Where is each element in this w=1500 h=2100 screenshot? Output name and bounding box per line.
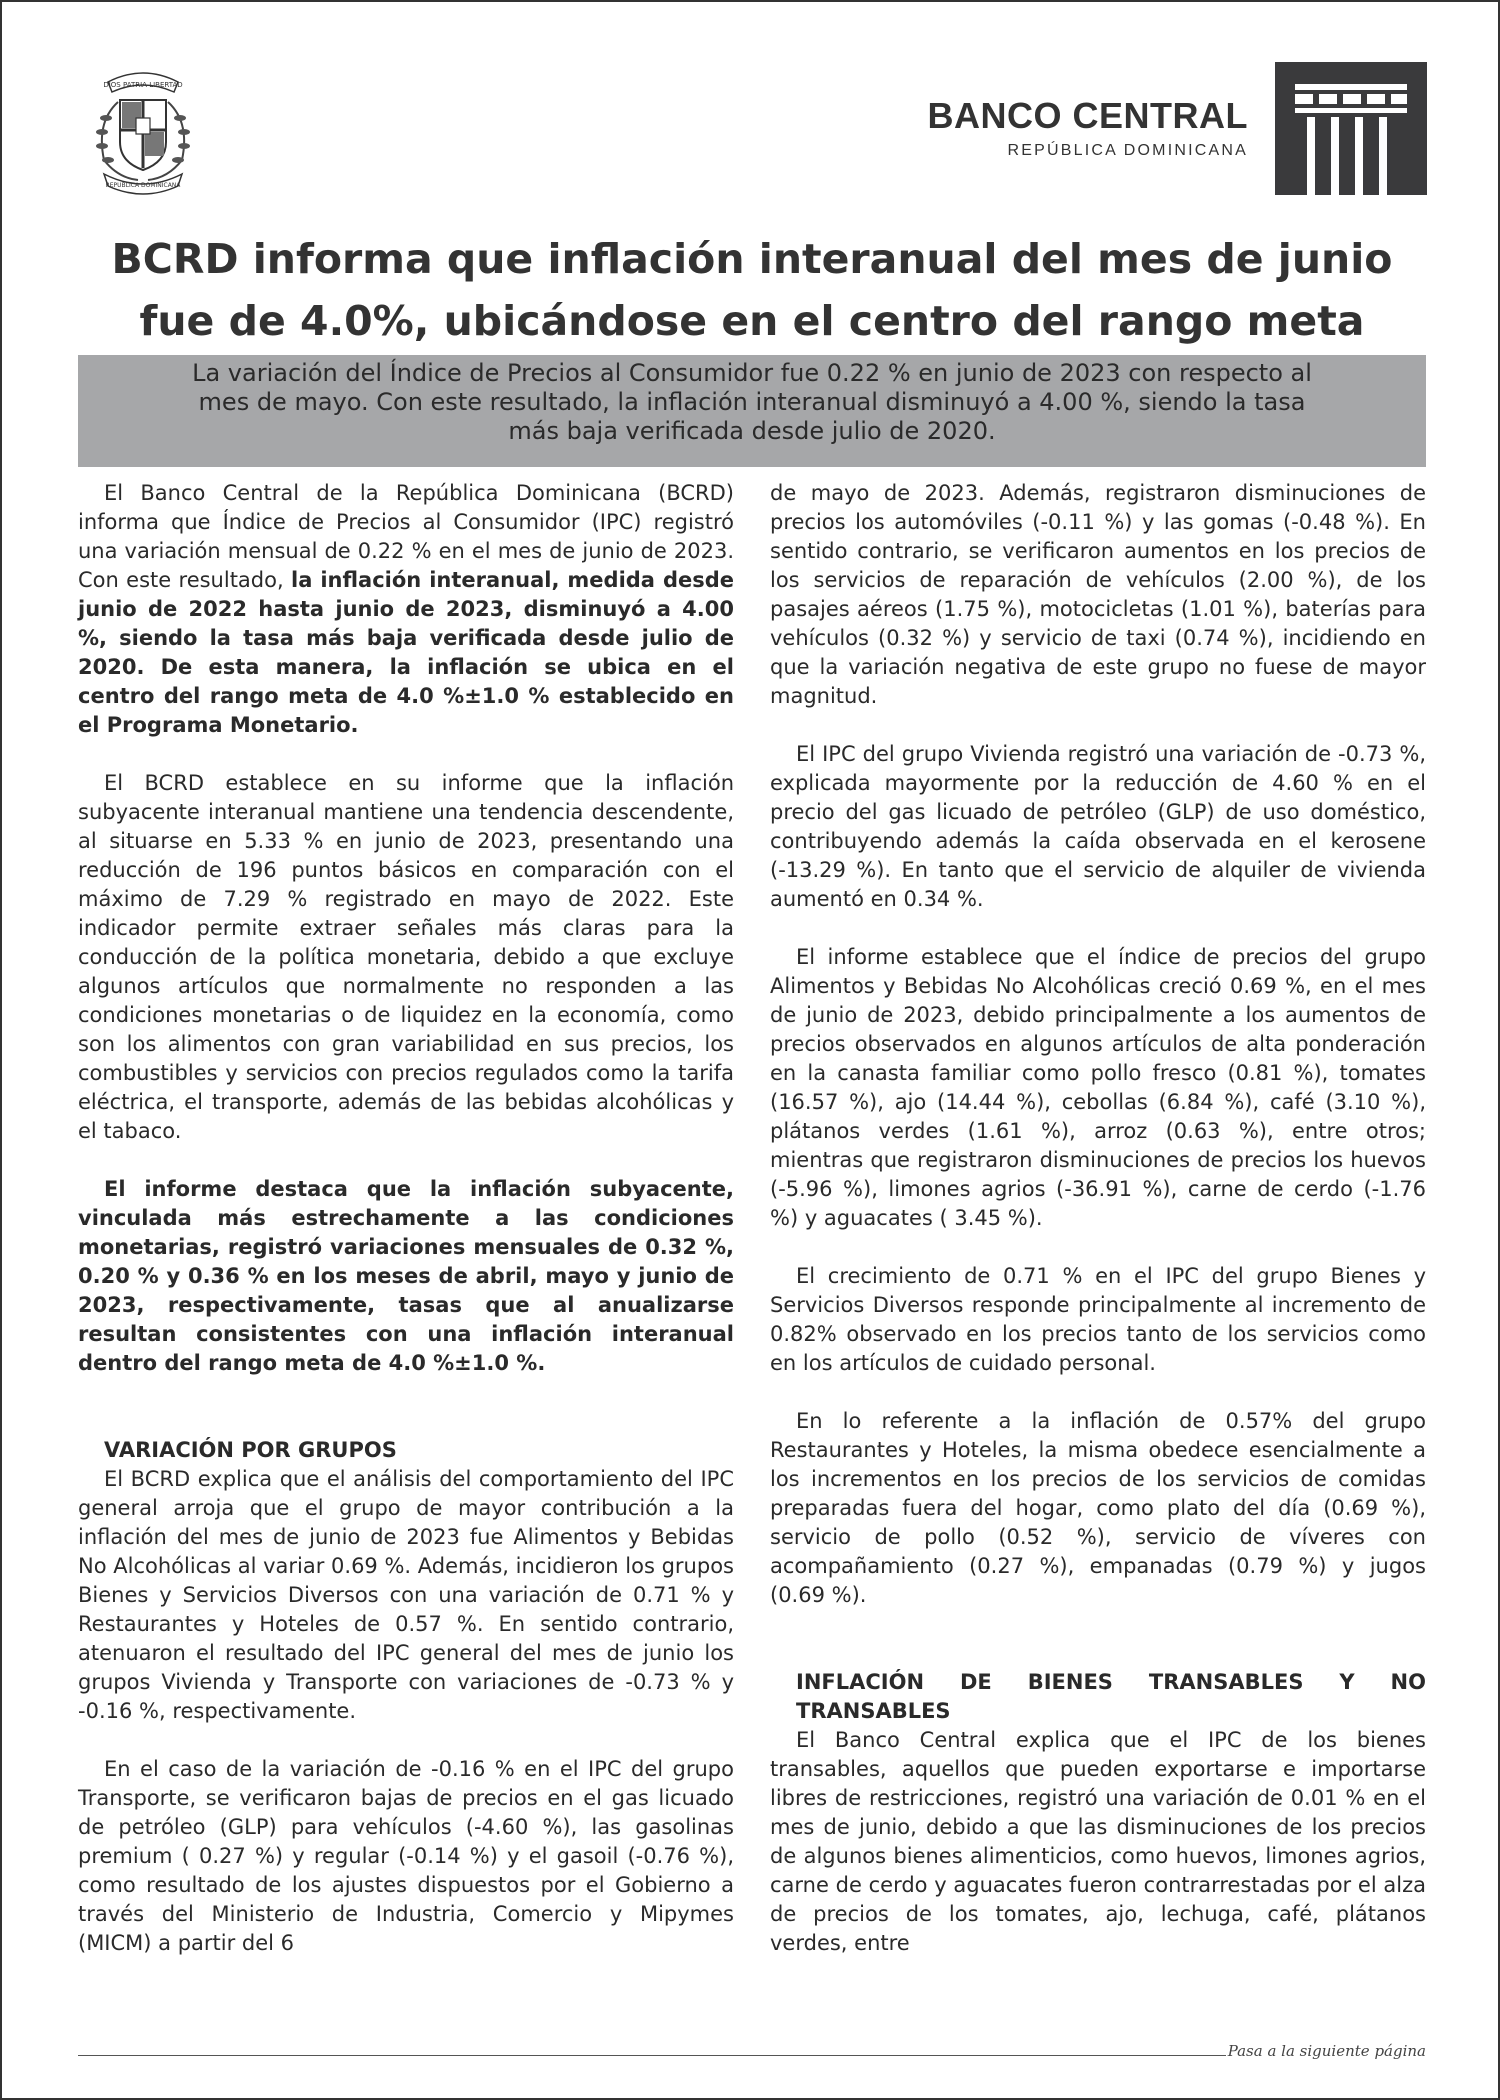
subtitle-box xyxy=(78,355,1426,467)
paragraph-tradables: El Banco Central explica que el IPC de los bienes transables, aquellos que pueden exportarse e importarse libres de restricciones, registró una variación de 0.01 % en el mes de junio, debido a que las disminuciones de los precios de algunos bienes alimenticios, como huevos, limones agrios, carne de cerdo y aguacates fueron contrarrestadas por el alza de precios de los tomates, ajo, lechuga, café, plátanos verdes, entre xyxy=(770,1728,1426,1955)
paragraph-intro xyxy=(78,479,734,740)
bank-name xyxy=(928,96,1248,162)
paragraph-core-inflation: El BCRD establece en su informe que la inflación subyacente interanual mantiene una tendencia descendente, al situarse en 5.33 % en junio de 2023, presentando una reducción de 196 puntos básicos en comparación con el máximo de 7.29 % registrado en mayo de 2022. Este indicador permite extraer señales más claras para la conducción de la política monetaria, debido a que excluye algunos artículos que normalmente no responden a las condiciones monetarias o de liquidez en la economía, como son los alimentos con gran variabilidad en sus precios, los combustibles y servicios con precios regulados como la tarifa eléctrica, el transporte, además de las bebidas alcohólicas y el tabaco. xyxy=(78,771,734,1143)
paragraph-transport: En el caso de la variación de -0.16 % en el IPC del grupo Transporte, se verificaron bajas de precios en el gas licuado de petróleo (GLP) para vehículos (-4.60 %), las gasolinas premium ( 0.27 %) y regular (-0.14 %) y el gasoil (-0.76 %), como resultado de los ajustes dispuestos por el Gobierno a través del Ministerio de Industria, Comercio y Mipymes (MICM) a partir del 6 xyxy=(78,1757,734,1955)
paragraph-restaurants: En lo referente a la inflación de 0.57% del grupo Restaurantes y Hoteles, la misma obedece esencialmente a los incrementos en los precios de los servicios de comidas preparadas fuera del hogar, como plato del día (0.69 %), servicio de pollo (0.52 %), servicio de víveres con acompañamiento (0.27 %), empanadas (0.79 %) y jugos (0.69 %). xyxy=(770,1409,1426,1607)
bank-name-line1: BANCO CENTRAL xyxy=(927,95,1248,136)
footer-divider xyxy=(78,2055,1226,2056)
section-heading-tradables: INFLACIÓN DE BIENES TRANSABLES Y NO TRANSABLES xyxy=(796,1670,1426,1723)
seal-country-text: REPUBLICA DOMINICANA xyxy=(105,182,181,189)
paragraph-food: El informe establece que el índice de precios del grupo Alimentos y Bebidas No Alcohólicas creció 0.69 %, en el mes de junio de 2023, debido principalmente a los aumentos de precios observados en algunos artículos de alta ponderación en la canasta familiar como pollo fresco (0.81 %), tomates (16.57 %), ajo (14.44 %), cebollas (6.84 %), café (3.10 %), plátanos verdes (1.61 %), arroz (0.63 %), entre otros; mientras que registraron disminuciones de precios los huevos (-5.96 %), limones agrios (-36.91 %), carne de cerdo (-1.76 %) y aguacates ( 3.45 %). xyxy=(770,945,1426,1230)
seal-motto-text: DIOS PATRIA LIBERTAD xyxy=(103,81,183,89)
paragraph-groups: El BCRD explica que el análisis del comportamiento del IPC general arroja que el grupo de mayor contribución a la inflación del mes de junio de 2023 fue Alimentos y Bebidas No Alcohólicas al variar 0.69 %. Además, incidieron los grupos Bienes y Servicios Diversos con una variación de 0.71 % y Restaurantes y Hoteles de 0.57 %. En sentido contrario, atenuaron el resultado del IPC general del mes de junio los grupos Vivienda y Transporte con variaciones de -0.73 % y -0.16 %, respectivamente. xyxy=(78,1467,734,1723)
bank-building-columns-icon xyxy=(1275,62,1427,195)
bank-name-line2: REPÚBLICA DOMINICANA xyxy=(1007,142,1248,159)
headline-line2: fue de 4.0%, ubicándose en el centro del rango meta xyxy=(139,297,1365,345)
headline xyxy=(78,228,1426,352)
section-heading-groups: VARIACIÓN POR GRUPOS xyxy=(104,1438,397,1462)
continued-next-page-note: Pasa a la siguiente página xyxy=(1227,2042,1426,2060)
paragraph-intro-bold: la inflación interanual, medida desde junio de 2022 hasta junio de 2023, disminuyó a 4.00 %, siendo la tasa más baja verificada desde julio de 2020. De esta manera, la inflación se ubica en el centro del rango meta de 4.0 %±1.0 % establecido en el Programa Monetario. xyxy=(78,568,734,737)
dominican-coat-of-arms-icon xyxy=(78,62,208,202)
spacer xyxy=(78,1407,734,1436)
subtitle-line3: más baja verificada desde julio de 2020. xyxy=(508,417,996,445)
paragraph-goods-services: El crecimiento de 0.71 % en el IPC del grupo Bienes y Servicios Diversos responde principalmente al incremento de 0.82% observado en los precios tanto de los servicios como en los artículos de cuidado personal. xyxy=(770,1264,1426,1375)
headline-line1: BCRD informa que inflación interanual del mes de junio xyxy=(111,235,1393,283)
paragraph-transport-continued: de mayo de 2023. Además, registraron disminuciones de precios los automóviles (-0.11 %) y las gomas (-0.48 %). En sentido contrario, se verificaron aumentos en los precios de los servicios de reparación de vehículos (2.00 %), de los pasajes aéreos (1.75 %), motocicletas (1.01 %), baterías para vehículos (0.32 %) y servicio de taxi (0.74 %), incidiendo en que la variación negativa de este grupo no fuese de mayor magnitud. xyxy=(770,481,1426,708)
spacer xyxy=(770,1639,1426,1668)
paragraph-core-monthly: El informe destaca que la inflación subyacente, vinculada más estrechamente a las condiciones monetarias, registró variaciones mensuales de 0.32 %, 0.20 % y 0.36 % en los meses de abril, mayo y junio de 2023, respectivamente, tasas que al anualizarse resultan consistentes con una inflación interanual dentro del rango meta de 4.0 %±1.0 %. xyxy=(78,1177,734,1375)
left-column xyxy=(78,479,734,1958)
paragraph-housing: El IPC del grupo Vivienda registró una variación de -0.73 %, explicada mayormente por la reducción de 4.60 % en el precio del gas licuado de petróleo (GLP) de uso doméstico, contribuyendo además la caída observada en el kerosene (-13.29 %). En tanto que el servicio de alquiler de vivienda aumentó en 0.34 %. xyxy=(770,742,1426,911)
subtitle-line2: mes de mayo. Con este resultado, la inflación interanual disminuyó a 4.00 %, siendo la tasa xyxy=(198,388,1306,416)
paragraph-intro-text: El Banco Central de la República Dominicana (BCRD) informa que Índice de Precios al Consumidor (IPC) registró una variación mensual de 0.22 % en el mes de junio de 2023. Con este resultado, xyxy=(78,481,734,592)
right-column xyxy=(770,479,1426,1958)
subtitle-line1: La variación del Índice de Precios al Consumidor fue 0.22 % en junio de 2023 con respecto al xyxy=(192,359,1312,387)
